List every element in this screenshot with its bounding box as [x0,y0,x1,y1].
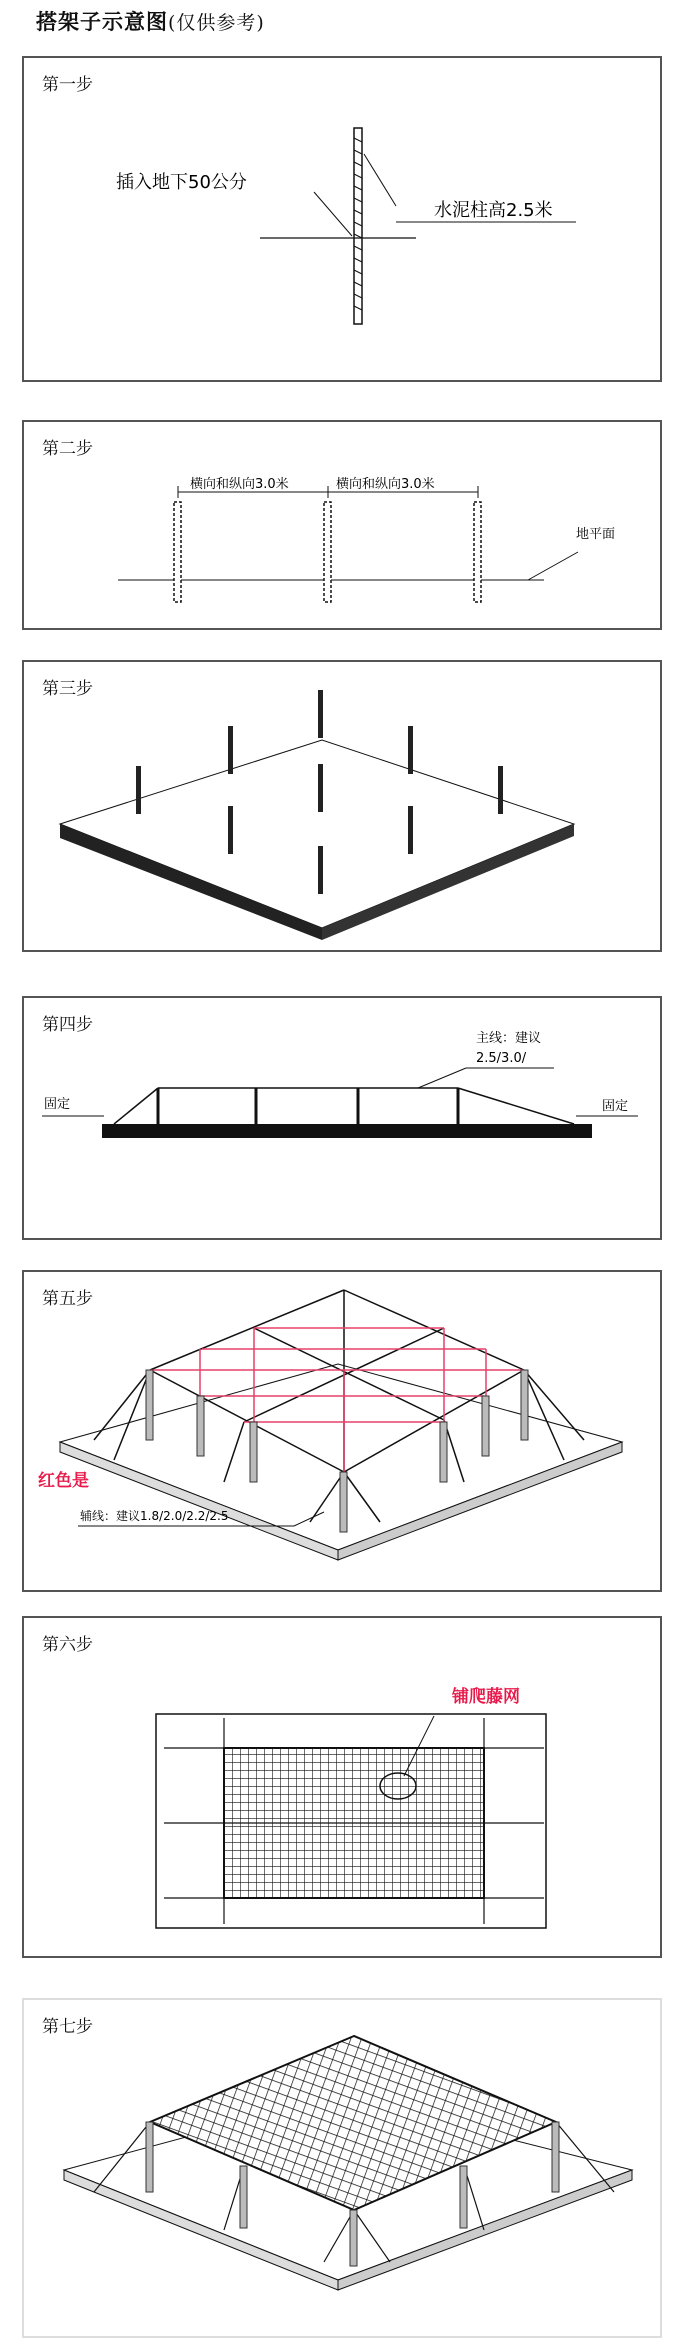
step-5-diagram [24,1272,664,1594]
red-note: 红色是 [38,1471,89,1491]
step-7-label: 第七步 [42,2017,93,2037]
pillar-annotation: 水泥柱高2.5米 [434,200,553,221]
step-2-diagram [24,422,664,632]
step-6-panel [22,1616,662,1958]
spacing-right-label: 横向和纵向3.0米 [336,477,435,492]
title-main: 搭架子示意图 [36,9,168,34]
main-line-leader [418,1068,466,1088]
ground-label: 地平面 [576,527,616,542]
main-line-label-2: 2.5/3.0/ [476,1051,527,1066]
page-title [36,6,265,36]
pillar-right [474,502,481,602]
title-subtitle: (仅供参考) [168,12,265,34]
frame [114,1088,574,1124]
step-6-diagram [24,1618,664,1960]
step-5-label: 第五步 [42,1289,93,1309]
step-2-panel [22,420,662,630]
step-5-panel [22,1270,662,1592]
step-4-diagram [24,998,664,1242]
step-7-panel [22,1998,662,2338]
step-1-label: 第一步 [42,75,93,95]
bury-annotation: 插入地下50公分 [116,172,247,193]
step-1-diagram [24,58,664,384]
pillar-middle [324,502,331,602]
step-6-label: 第六步 [42,1635,93,1655]
fix-left-label: 固定 [44,1097,71,1112]
step-4-panel [22,996,662,1240]
base-slab [102,1124,592,1138]
spacing-left-label: 横向和纵向3.0米 [190,477,289,492]
step-3-label: 第三步 [42,679,93,699]
pillar-leader [364,154,396,206]
bury-leader [314,192,352,236]
step-4-label: 第四步 [42,1015,93,1035]
step-1-panel [22,56,662,382]
step-3-panel [22,660,662,952]
ground-leader [528,552,578,580]
aux-line-label: 辅线：建议1.8/2.0/2.2/2.5 [80,1509,229,1523]
main-line-label-1: 主线：建议 [476,1031,542,1046]
fix-right-label: 固定 [602,1099,629,1114]
step-7-diagram [24,2000,664,2340]
pillar-left [174,502,181,602]
step-2-label: 第二步 [42,439,93,459]
net-label: 铺爬藤网 [452,1687,520,1707]
cement-pillar [354,128,362,324]
step-3-diagram [24,662,664,954]
